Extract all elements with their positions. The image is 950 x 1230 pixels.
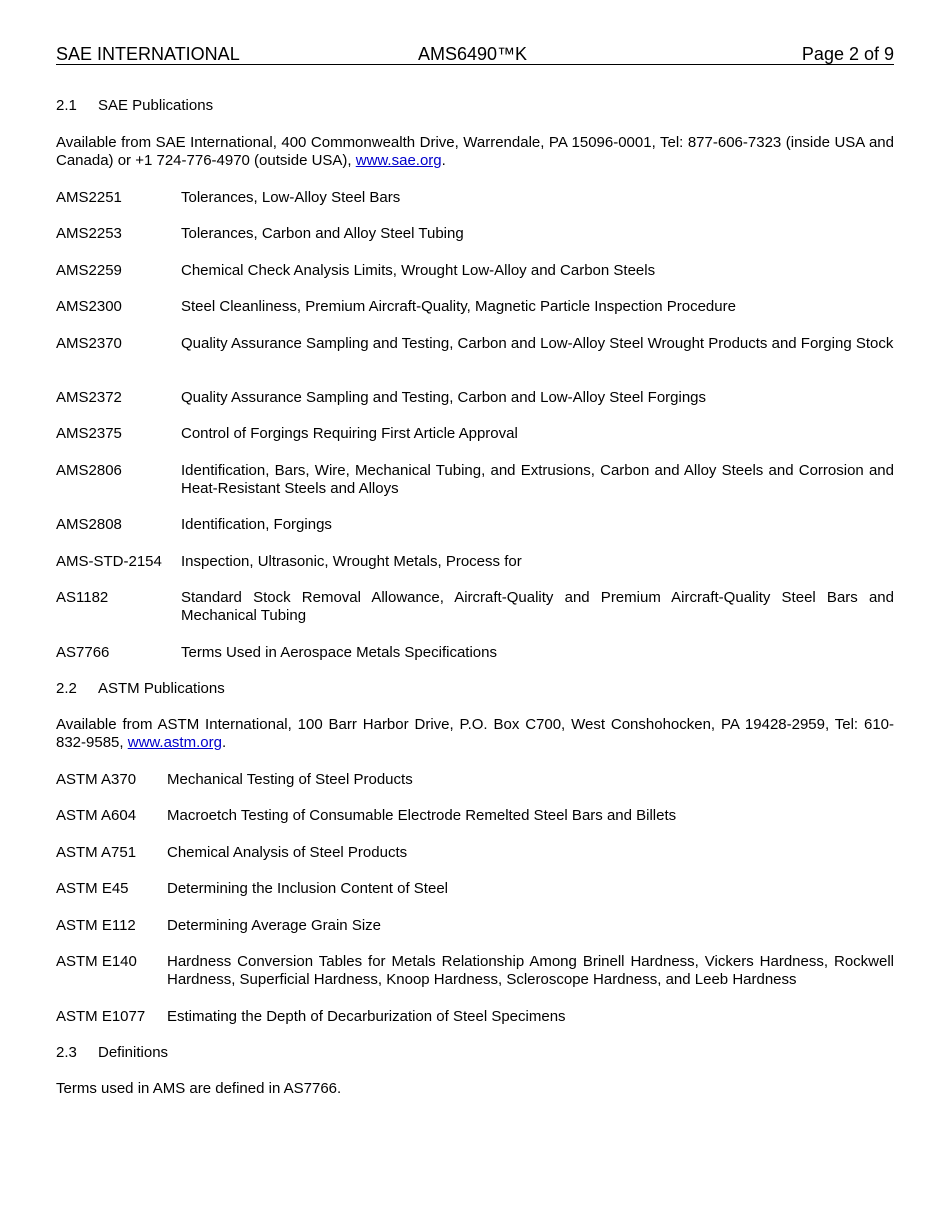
reference-title: Determining Average Grain Size [167,917,381,934]
reference-code: ASTM E140 [56,953,137,970]
reference-code: AMS2372 [56,389,122,406]
astm-link[interactable]: www.astm.org [127,734,222,751]
reference-title: Identification, Forgings [181,516,332,533]
reference-title: Macroetch Testing of Consumable Electrode Remelted Steel Bars and Billets [167,807,677,824]
reference-code: ASTM A751 [56,844,137,861]
reference-title: Mechanical Testing of Steel Products [167,771,413,788]
period: . [441,152,446,169]
section-number: 2.3 [56,1044,77,1061]
page-header [56,44,894,65]
reference-title: Chemical Analysis of Steel Products [167,844,408,861]
reference-title: Inspection, Ultrasonic, Wrought Metals, Process for [181,553,522,570]
availability-text: Available from ASTM International, 100 Barr Harbor Drive, P.O. Box C700, West Conshohocken, PA 19428-2959, Tel: 610-832-9585, [56,716,894,751]
section-title: ASTM Publications [98,680,225,697]
reference-code: AMS2375 [56,425,122,442]
section-heading-astm [56,680,894,698]
reference-title: Tolerances, Low-Alloy Steel Bars [181,189,401,206]
reference-title: Hardness Conversion Tables for Metals Relationship Among Brinell Hardness, Vickers Hardness, Rockwell Hardness, Superficial Hardness, Knoop Hardness, Scleroscope Hardness, and Leeb Hardness [167,953,894,988]
sae-availability [56,134,894,170]
sae-link[interactable]: www.sae.org [355,152,442,169]
reference-code: AMS2808 [56,516,122,533]
section-title: Definitions [98,1044,169,1061]
reference-title: Control of Forgings Requiring First Article Approval [181,425,518,442]
section-heading-definitions [56,1044,894,1062]
reference-title: Chemical Check Analysis Limits, Wrought Low-Alloy and Carbon Steels [181,262,656,279]
astm-availability [56,716,894,752]
reference-title: Tolerances, Carbon and Alloy Steel Tubing [181,225,464,242]
reference-code: AS7766 [56,644,110,661]
header-org: SAE INTERNATIONAL [56,44,240,64]
section-title: SAE Publications [98,97,214,114]
reference-code: AS1182 [56,589,109,606]
reference-code: AMS2806 [56,462,122,479]
section-number: 2.2 [56,680,77,697]
header-page-number: Page 2 of 9 [801,44,894,64]
reference-title: Quality Assurance Sampling and Testing, Carbon and Low-Alloy Steel Forgings [181,389,707,406]
reference-code: AMS2300 [56,298,122,315]
reference-code: AMS2259 [56,262,122,279]
reference-code: AMS-STD-2154 [56,553,162,570]
section-heading-sae [56,97,894,115]
reference-title: Terms Used in Aerospace Metals Specifications [181,644,497,661]
reference-code: ASTM E45 [56,880,129,897]
reference-code: ASTM E1077 [56,1008,146,1025]
reference-title: Standard Stock Removal Allowance, Aircraft-Quality and Premium Aircraft-Quality Steel Bars and Mechanical Tubing [181,589,894,624]
section-number: 2.1 [56,97,77,114]
reference-code: AMS2370 [56,335,122,352]
reference-title: Steel Cleanliness, Premium Aircraft-Quality, Magnetic Particle Inspection Procedure [181,298,736,315]
reference-code: ASTM A370 [56,771,137,788]
reference-title: Determining the Inclusion Content of Steel [167,880,448,897]
reference-code: AMS2251 [56,189,122,206]
reference-code: ASTM A604 [56,807,137,824]
period: . [221,734,227,751]
reference-code: AMS2253 [56,225,122,242]
header-doc-id: AMS6490™K [418,44,528,64]
availability-text: Available from SAE International, 400 Commonwealth Drive, Warrendale, PA 15096-0001, Tel: 877-606-7323 (inside USA and Canada) or +1 724-776-4970 (outside USA), [56,134,894,169]
definitions-text: Terms used in AMS are defined in AS7766. [56,1080,342,1097]
reference-title: Quality Assurance Sampling and Testing, Carbon and Low-Alloy Steel Wrought Products and Forging Stock [181,335,894,352]
reference-code: ASTM E112 [56,917,136,934]
reference-title: Estimating the Depth of Decarburization of Steel Specimens [167,1008,566,1025]
reference-title: Identification, Bars, Wire, Mechanical Tubing, and Extrusions, Carbon and Alloy Steels and Corrosion and Heat-Resistant Steels and Alloys [181,462,894,497]
